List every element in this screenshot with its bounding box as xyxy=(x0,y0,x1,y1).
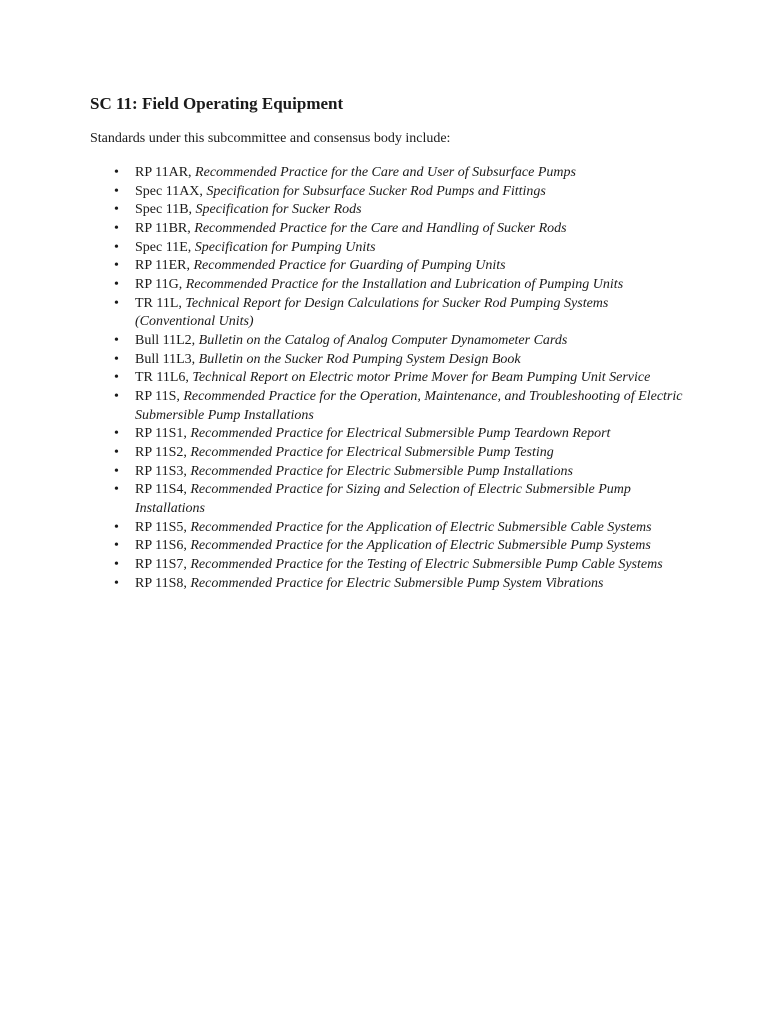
bullet-icon: • xyxy=(114,538,119,554)
standard-title: Technical Report on Electric motor Prime Mover for Beam Pumping Unit Service xyxy=(192,370,651,386)
bullet-icon: • xyxy=(114,258,119,274)
list-item xyxy=(90,537,690,556)
standard-code: RP 11S5, xyxy=(135,519,187,535)
list-item xyxy=(90,164,690,183)
standard-title: Specification for Sucker Rods xyxy=(195,202,362,218)
standard-title: Recommended Practice for Electrical Submersible Pump Testing xyxy=(190,444,554,460)
standard-code: RP 11ER, xyxy=(135,258,190,274)
list-item xyxy=(90,388,690,425)
standard-title: Recommended Practice for Sizing and Selection of Electric Submersible Pump Installations xyxy=(135,482,631,516)
list-item xyxy=(90,519,690,538)
standard-title: Specification for Subsurface Sucker Rod Pumps and Fittings xyxy=(206,183,546,199)
list-item xyxy=(90,463,690,482)
standard-title: Recommended Practice for Electric Submersible Pump Installations xyxy=(190,463,573,479)
intro-text: Standards under this subcommittee and consensus body include: xyxy=(90,131,451,146)
list-item xyxy=(90,444,690,463)
bullet-icon: • xyxy=(114,444,119,460)
standards-list xyxy=(90,164,690,593)
bullet-icon: • xyxy=(114,295,119,311)
standard-code: Spec 11B, xyxy=(135,202,193,218)
list-item xyxy=(90,369,690,388)
standard-code: Spec 11E, xyxy=(135,239,192,255)
standard-title: Recommended Practice for the Installation and Lubrication of Pumping Units xyxy=(185,277,624,293)
list-item xyxy=(90,481,690,518)
standard-title: Recommended Practice for the Operation, Maintenance, and Troubleshooting of Electric Submersible Pump Installations xyxy=(135,389,683,423)
bullet-icon: • xyxy=(114,482,119,498)
standard-title: Technical Report for Design Calculations for Sucker Rod Pumping Systems (Conventional Units) xyxy=(135,295,609,330)
bullet-icon: • xyxy=(114,575,119,591)
list-item xyxy=(90,201,690,220)
list-item xyxy=(90,276,690,295)
list-item xyxy=(90,220,690,239)
standard-code: RP 11S1, xyxy=(135,426,187,442)
list-item xyxy=(90,183,690,202)
bullet-icon: • xyxy=(114,277,119,293)
standard-title: Recommended Practice for Electric Submersible Pump System Vibrations xyxy=(190,575,604,591)
list-item xyxy=(90,295,690,332)
list-item xyxy=(90,257,690,276)
standard-title: Recommended Practice for Guarding of Pumping Units xyxy=(193,258,506,274)
standard-code: RP 11BR, xyxy=(135,221,191,237)
list-item xyxy=(90,556,690,575)
standard-title: Recommended Practice for the Care and User of Subsurface Pumps xyxy=(195,165,576,180)
standard-code: Bull 11L3, xyxy=(135,351,196,367)
standard-title: Recommended Practice for the Application of Electric Submersible Cable Systems xyxy=(190,519,652,535)
list-item xyxy=(90,239,690,258)
bullet-icon: • xyxy=(114,556,119,572)
standard-title: Recommended Practice for Electrical Submersible Pump Teardown Report xyxy=(190,426,611,442)
standard-code: TR 11L6, xyxy=(135,370,189,386)
standard-code: RP 11S3, xyxy=(135,463,187,479)
standard-title: Recommended Practice for the Care and Handling of Sucker Rods xyxy=(194,221,567,237)
standard-code: RP 11S8, xyxy=(135,575,187,591)
standard-title: Bulletin on the Catalog of Analog Computer Dynamometer Cards xyxy=(198,333,568,348)
standard-code: RP 11S7, xyxy=(135,556,187,572)
list-item xyxy=(90,332,690,351)
bullet-icon: • xyxy=(114,202,119,218)
bullet-icon: • xyxy=(114,370,119,386)
standard-code: RP 11AR, xyxy=(135,165,192,180)
bullet-icon: • xyxy=(114,165,119,180)
standard-title: Recommended Practice for the Testing of Electric Submersible Pump Cable Systems xyxy=(190,556,663,572)
page-title: SC 11: Field Operating Equipment xyxy=(90,94,344,113)
bullet-icon: • xyxy=(114,221,119,237)
standard-code: Spec 11AX, xyxy=(135,183,203,199)
standard-code: RP 11S4, xyxy=(135,482,187,498)
standard-code: RP 11G, xyxy=(135,277,183,293)
list-item xyxy=(90,575,690,594)
bullet-icon: • xyxy=(114,183,119,199)
standard-code: RP 11S2, xyxy=(135,444,187,460)
bullet-icon: • xyxy=(114,351,119,367)
bullet-icon: • xyxy=(114,463,119,479)
list-item xyxy=(90,351,690,370)
standard-code: RP 11S, xyxy=(135,389,180,405)
bullet-icon: • xyxy=(114,239,119,255)
bullet-icon: • xyxy=(114,333,119,348)
bullet-icon: • xyxy=(114,389,119,405)
standard-title: Recommended Practice for the Application of Electric Submersible Pump Systems xyxy=(190,538,651,554)
bullet-icon: • xyxy=(114,426,119,442)
standard-code: Bull 11L2, xyxy=(135,333,196,348)
standard-code: RP 11S6, xyxy=(135,538,187,554)
bullet-icon: • xyxy=(114,519,119,535)
standard-title: Bulletin on the Sucker Rod Pumping System Design Book xyxy=(198,351,521,367)
list-item xyxy=(90,425,690,444)
standard-code: TR 11L, xyxy=(135,295,182,311)
standard-title: Specification for Pumping Units xyxy=(194,239,376,255)
